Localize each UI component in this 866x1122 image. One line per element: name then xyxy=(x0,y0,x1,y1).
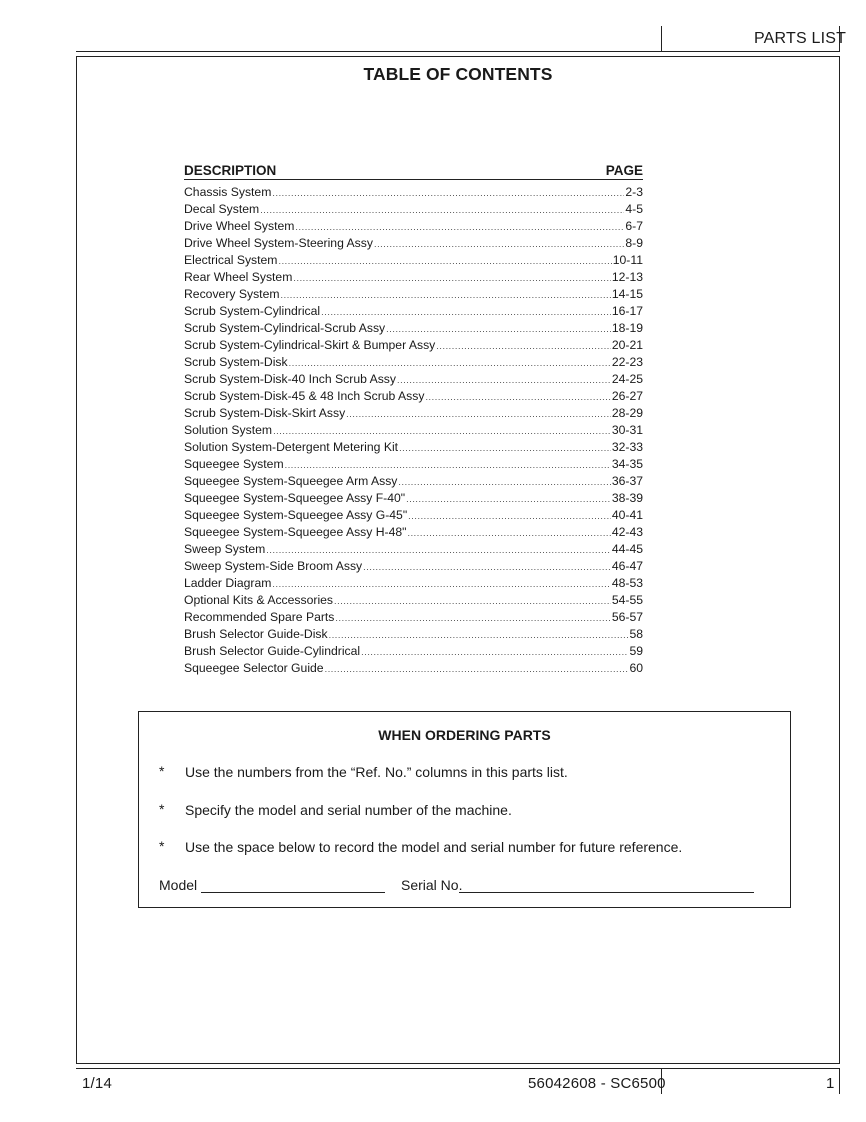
toc-entry-description: Squeegee System-Squeegee Assy F-40" xyxy=(184,491,406,505)
toc-entry-page: 36-37 xyxy=(611,474,643,488)
toc-entry-description: Drive Wheel System-Steering Assy xyxy=(184,236,373,250)
toc-entry-description: Squeegee System-Squeegee Assy H-48" xyxy=(184,525,407,539)
toc-entry-description: Ladder Diagram xyxy=(184,576,272,590)
toc-entry[interactable] xyxy=(184,321,643,338)
toc-entry[interactable] xyxy=(184,644,643,661)
toc-entry-page: 54-55 xyxy=(611,593,643,607)
toc-entry[interactable] xyxy=(184,270,643,287)
toc-entry-page: 48-53 xyxy=(611,576,643,590)
toc-dot-leader xyxy=(295,222,624,232)
toc-entry[interactable] xyxy=(184,457,643,474)
toc-entry-page: 32-33 xyxy=(611,440,643,454)
toc-dot-leader xyxy=(281,290,611,300)
toc-entry-description: Squeegee System xyxy=(184,457,284,471)
toc-dot-leader xyxy=(293,273,610,283)
toc-entry-description: Sweep System-Side Broom Assy xyxy=(184,559,363,573)
toc-list xyxy=(184,185,643,678)
toc-dot-leader xyxy=(397,375,611,385)
toc-entry[interactable] xyxy=(184,508,643,525)
toc-entry-page: 58 xyxy=(629,627,643,641)
toc-entry-description: Brush Selector Guide-Disk xyxy=(184,627,328,641)
toc-entry-page: 10-11 xyxy=(612,253,643,267)
toc-entry-page: 42-43 xyxy=(611,525,643,539)
footer-doc-id: 56042608 - SC6500 xyxy=(528,1075,666,1092)
toc-entry[interactable] xyxy=(184,610,643,627)
toc-dot-leader xyxy=(329,630,629,640)
toc-dot-leader xyxy=(408,511,611,521)
toc-entry[interactable] xyxy=(184,372,643,389)
section-label: PARTS LIST xyxy=(754,30,847,47)
toc-entry[interactable] xyxy=(184,338,643,355)
toc-dot-leader xyxy=(425,392,610,402)
toc-dot-leader xyxy=(407,528,610,538)
toc-dot-leader xyxy=(260,205,624,215)
ordering-item: Use the space below to record the model and serial number for future reference. xyxy=(185,839,683,855)
toc-entry-description: Scrub System-Disk xyxy=(184,355,288,369)
footer-left-label: 1/14 xyxy=(82,1075,112,1092)
toc-entry-page: 28-29 xyxy=(611,406,643,420)
toc-entry[interactable] xyxy=(184,525,643,542)
toc-entry-page: 46-47 xyxy=(611,559,643,573)
toc-col-page: PAGE xyxy=(605,163,643,178)
toc-entry-page: 34-35 xyxy=(611,457,643,471)
toc-dot-leader xyxy=(436,341,611,351)
toc-entry-page: 8-9 xyxy=(625,236,643,250)
header-rule xyxy=(76,51,840,52)
toc-entry-page: 40-41 xyxy=(611,508,643,522)
table-of-contents xyxy=(184,160,643,678)
toc-entry[interactable] xyxy=(184,423,643,440)
toc-entry[interactable] xyxy=(184,287,643,304)
toc-dot-leader xyxy=(335,613,610,623)
toc-dot-leader xyxy=(346,409,611,419)
toc-dot-leader xyxy=(334,596,611,606)
toc-dot-leader xyxy=(374,239,624,249)
toc-entry[interactable] xyxy=(184,304,643,321)
toc-entry-page: 44-45 xyxy=(611,542,643,556)
toc-entry-description: Scrub System-Disk-45 & 48 Inch Scrub Assy xyxy=(184,389,425,403)
toc-dot-leader xyxy=(289,358,611,368)
toc-entry-description: Rear Wheel System xyxy=(184,270,293,284)
bullet-marker: * xyxy=(159,801,165,817)
toc-entry-description: Brush Selector Guide-Cylindrical xyxy=(184,644,361,658)
model-label: Model xyxy=(159,877,198,893)
toc-dot-leader xyxy=(398,477,610,487)
header-divider xyxy=(661,26,662,51)
footer-right-edge xyxy=(839,1068,840,1094)
toc-entry-description: Sweep System xyxy=(184,542,266,556)
toc-entry[interactable] xyxy=(184,661,643,678)
footer-rule xyxy=(76,1068,840,1069)
ordering-item: Specify the model and serial number of the machine. xyxy=(185,802,512,818)
toc-entry-description: Scrub System-Cylindrical xyxy=(184,304,321,318)
ordering-item: Use the numbers from the “Ref. No.” columns in this parts list. xyxy=(185,764,568,780)
toc-entry[interactable] xyxy=(184,219,643,236)
toc-entry[interactable] xyxy=(184,236,643,253)
toc-entry-page: 60 xyxy=(629,661,643,675)
toc-dot-leader xyxy=(321,307,611,317)
toc-entry-description: Electrical System xyxy=(184,253,278,267)
toc-entry[interactable] xyxy=(184,593,643,610)
toc-entry[interactable] xyxy=(184,576,643,593)
toc-dot-leader xyxy=(361,647,628,657)
toc-dot-leader xyxy=(285,460,611,470)
toc-entry[interactable] xyxy=(184,355,643,372)
toc-entry-description: Chassis System xyxy=(184,185,272,199)
toc-entry-description: Solution System xyxy=(184,423,273,437)
toc-entry[interactable] xyxy=(184,474,643,491)
serial-label: Serial No. xyxy=(401,877,463,893)
toc-entry-description: Recovery System xyxy=(184,287,280,301)
toc-entry-description: Squeegee System-Squeegee Assy G-45" xyxy=(184,508,408,522)
toc-entry-page: 2-3 xyxy=(625,185,643,199)
toc-entry-page: 22-23 xyxy=(611,355,643,369)
toc-entry-description: Solution System-Detergent Metering Kit xyxy=(184,440,399,454)
toc-entry[interactable] xyxy=(184,491,643,508)
toc-entry-description: Optional Kits & Accessories xyxy=(184,593,334,607)
toc-entry[interactable] xyxy=(184,185,643,202)
toc-entry-description: Drive Wheel System xyxy=(184,219,295,233)
toc-entry-page: 20-21 xyxy=(611,338,643,352)
bullet-marker: * xyxy=(159,763,165,779)
toc-entry[interactable] xyxy=(184,253,643,270)
page-title: TABLE OF CONTENTS xyxy=(363,64,553,84)
toc-dot-leader xyxy=(278,256,611,266)
toc-entry-description: Scrub System-Cylindrical-Skirt & Bumper Assy xyxy=(184,338,436,352)
toc-dot-leader xyxy=(266,545,611,555)
toc-dot-leader xyxy=(325,664,629,674)
toc-entry-page: 4-5 xyxy=(625,202,643,216)
toc-entry-page: 24-25 xyxy=(611,372,643,386)
serial-field-line[interactable] xyxy=(459,892,754,893)
toc-dot-leader xyxy=(399,443,611,453)
toc-entry[interactable] xyxy=(184,440,643,457)
toc-entry-page: 12-13 xyxy=(611,270,643,284)
toc-header xyxy=(184,160,643,180)
toc-entry-description: Decal System xyxy=(184,202,260,216)
toc-entry-page: 16-17 xyxy=(611,304,643,318)
toc-dot-leader xyxy=(386,324,611,334)
toc-entry-page: 56-57 xyxy=(611,610,643,624)
toc-entry-description: Scrub System-Disk-Skirt Assy xyxy=(184,406,346,420)
page-number: 1 xyxy=(826,1075,835,1092)
toc-dot-leader xyxy=(406,494,611,504)
toc-entry-description: Scrub System-Cylindrical-Scrub Assy xyxy=(184,321,386,335)
toc-entry[interactable] xyxy=(184,627,643,644)
ordering-title: WHEN ORDERING PARTS xyxy=(378,727,551,743)
toc-entry[interactable] xyxy=(184,559,643,576)
ordering-instructions-box xyxy=(138,711,791,908)
toc-entry-description: Recommended Spare Parts xyxy=(184,610,335,624)
toc-entry-page: 14-15 xyxy=(611,287,643,301)
toc-dot-leader xyxy=(272,188,624,198)
toc-dot-leader xyxy=(273,426,611,436)
toc-entry-description: Squeegee System-Squeegee Arm Assy xyxy=(184,474,398,488)
model-field-line[interactable] xyxy=(201,892,385,893)
toc-entry-page: 6-7 xyxy=(625,219,643,233)
toc-entry[interactable] xyxy=(184,389,643,406)
toc-entry-page: 18-19 xyxy=(611,321,643,335)
toc-entry-description: Scrub System-Disk-40 Inch Scrub Assy xyxy=(184,372,396,386)
toc-entry[interactable] xyxy=(184,542,643,559)
toc-entry[interactable] xyxy=(184,406,643,423)
toc-entry-page: 59 xyxy=(629,644,643,658)
toc-entry-description: Squeegee Selector Guide xyxy=(184,661,324,675)
toc-dot-leader xyxy=(272,579,610,589)
toc-dot-leader xyxy=(363,562,611,572)
toc-entry-page: 30-31 xyxy=(611,423,643,437)
toc-entry-page: 26-27 xyxy=(611,389,643,403)
toc-entry-page: 38-39 xyxy=(611,491,643,505)
toc-col-description: DESCRIPTION xyxy=(184,163,277,178)
bullet-marker: * xyxy=(159,838,165,854)
toc-entry[interactable] xyxy=(184,202,643,219)
